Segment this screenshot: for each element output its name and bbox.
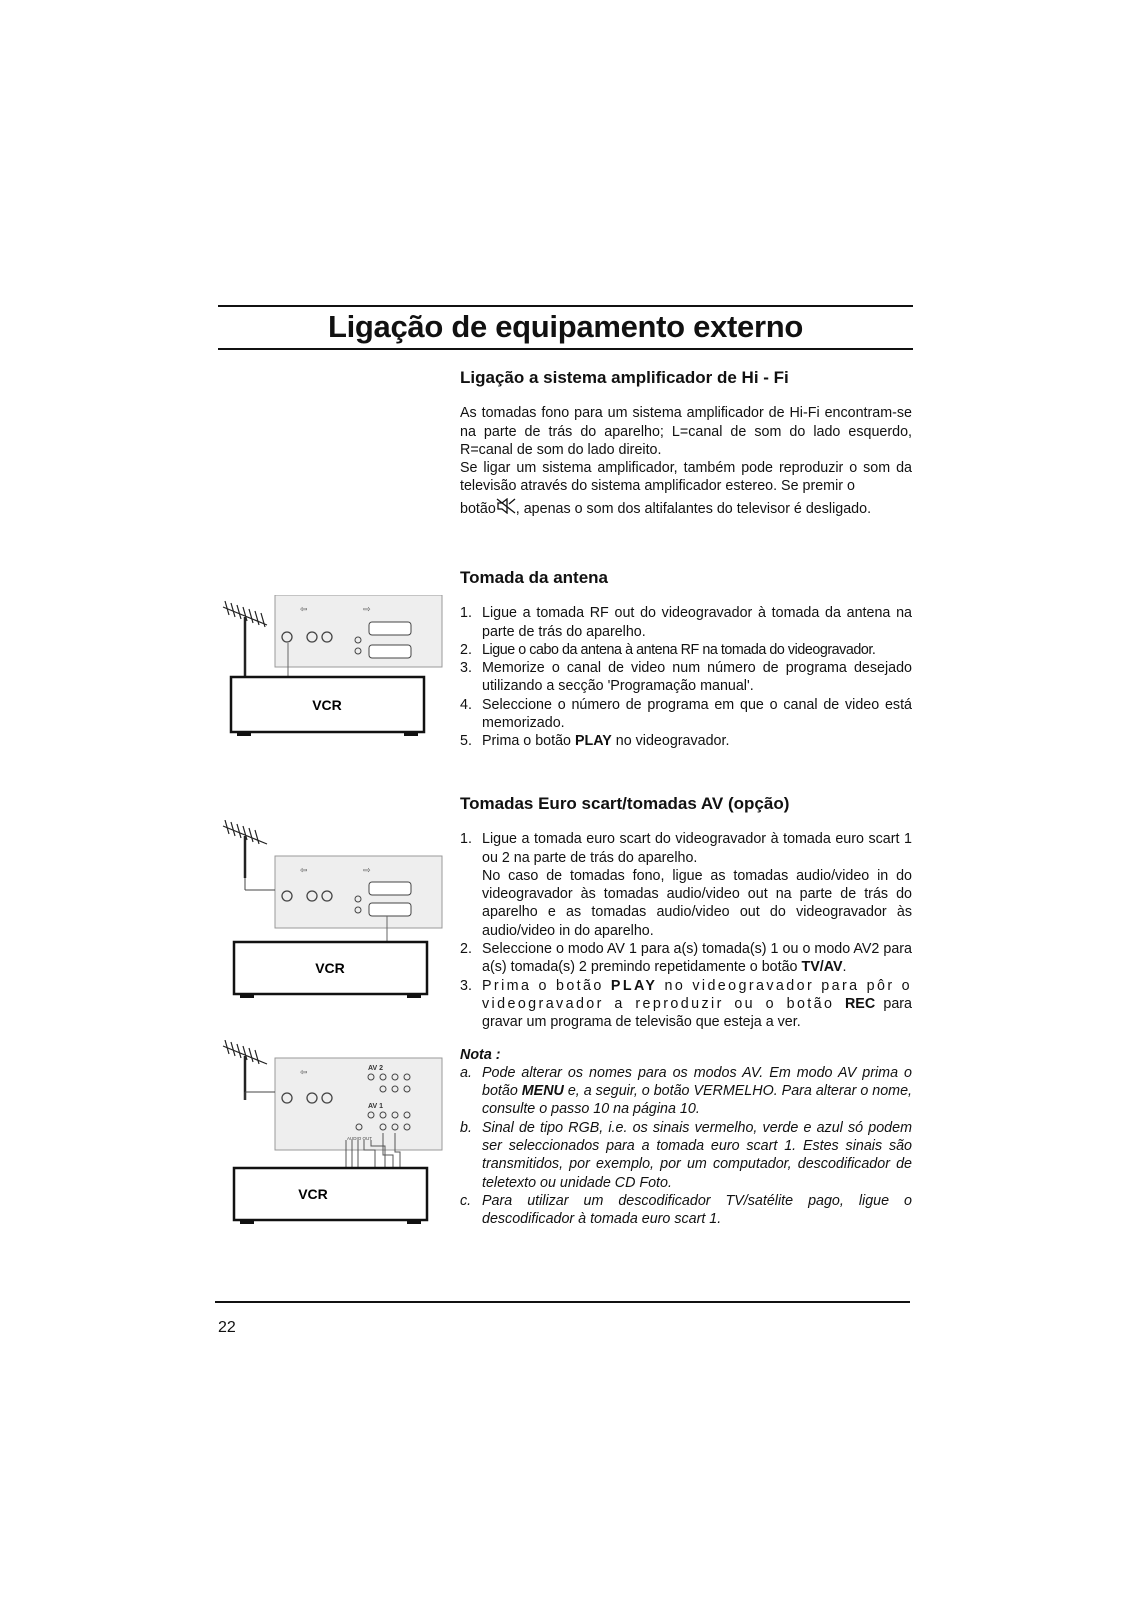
- scart-section: [460, 795, 912, 1229]
- antenna-section: [460, 569, 912, 751]
- vcr-box: [234, 1168, 427, 1220]
- scart-steps: [460, 830, 912, 1031]
- antenna-icon: [223, 820, 267, 878]
- list-item: 1. Ligue a tomada euro scart do videogravador à tomada euro scart 1 ou 2 na parte de trás do aparelho. No caso de tomadas fono, ligue as tomadas audio/video in do videogravador às tomadas audio/video out na parte de trás do aparelho e as tomadas audio/video out do videogravador às audio/video in do aparelho.: [460, 831, 912, 939]
- hifi-heading: Ligação a sistema amplificador de Hi - Fi: [460, 368, 789, 387]
- svg-text:⇨: ⇨: [363, 605, 371, 615]
- av1-label: AV 1: [368, 1103, 384, 1110]
- vcr-label: VCR: [312, 697, 342, 713]
- list-item: 5. Prima o botão PLAY no videogravador.: [460, 733, 730, 750]
- svg-text:⇦: ⇦: [300, 1068, 308, 1078]
- list-item: 1. Ligue a tomada RF out do videogravador à tomada da antena na parte de trás do aparelho.: [460, 605, 912, 640]
- note-items: [460, 1064, 912, 1229]
- scart-diagram: [215, 820, 445, 1000]
- scart-heading: Tomadas Euro scart/tomadas AV (opção): [460, 794, 790, 813]
- page-number: 22: [218, 1319, 236, 1336]
- hifi-para2-end: , apenas o som dos altifalantes do televisor é desligado.: [515, 500, 872, 517]
- page-title: Ligação de equipamento externo: [327, 309, 804, 344]
- vcr-label: VCR: [298, 1186, 328, 1202]
- antenna-icon: [223, 1040, 267, 1100]
- av2-label: AV 2: [368, 1065, 384, 1072]
- list-item: 3. Memorize o canal de video num número de programa desejado utilizando a secção 'Programação manual'.: [460, 660, 912, 695]
- av-diagram: [215, 1040, 445, 1255]
- antenna-diagram: [215, 595, 445, 755]
- hifi-para2-text: Se ligar um sistema amplificador, também pode reproduzir o som da televisão através do sistema amplificador estereo. Se premir o: [460, 460, 912, 495]
- hifi-para2-line: [460, 498, 912, 518]
- list-item: 2. Ligue o cabo da antena à antena RF na tomada do videogravador.: [460, 641, 876, 658]
- list-item: 3. Prima o botão PLAY no videogravador para pôr o videogravador a reproduzir ou o botão REC para gravar um programa de televisão que esteja a ver.: [460, 977, 912, 1031]
- footer-rule: [215, 1301, 910, 1303]
- mute-icon: [496, 498, 516, 514]
- antenna-steps: [460, 604, 912, 750]
- vcr-label: VCR: [315, 960, 345, 976]
- hifi-section: [460, 369, 912, 518]
- list-item: 2. Seleccione o modo AV 1 para a(s) tomada(s) 1 ou o modo AV2 para a(s) tomada(s) 2 premindo repetidamente o botão TV/AV.: [460, 941, 912, 976]
- hifi-para2: [460, 459, 912, 496]
- title-rule-top: [218, 305, 913, 307]
- svg-text:⇦: ⇦: [300, 866, 308, 876]
- list-item: c. Para utilizar um descodificador TV/satélite pago, ligue o descodificador à tomada euro scart 1.: [460, 1192, 912, 1228]
- list-item: a. Pode alterar os nomes para os modos AV. Em modo AV prima o botão MENU e, a seguir, o botão VERMELHO. Para alterar o nome, consulte o passo 10 na página 10.: [460, 1064, 912, 1118]
- list-item: b. Sinal de tipo RGB, i.e. os sinais vermelho, verde e azul só podem ser seleccionados para a tomada euro scart 1. Estes sinais são transmitidos, por exemplo, por um computador, descodificador de teletexto ou unidade CD Foto.: [460, 1119, 912, 1191]
- antenna-heading: Tomada da antena: [460, 568, 608, 587]
- hifi-para1: As tomadas fono para um sistema amplificador de Hi-Fi encontram-se na parte de trás do aparelho; L=canal de som do lado esquerdo, R=canal de som do lado direito.: [460, 405, 912, 458]
- hifi-btn-word: botão: [460, 500, 496, 517]
- antenna-icon: [223, 601, 267, 677]
- note-title: Nota :: [460, 1046, 501, 1063]
- svg-text:⇨: ⇨: [363, 866, 371, 876]
- audio-out-label: AUDIO OUT: [347, 1136, 373, 1141]
- title-rule-bottom: [218, 348, 913, 350]
- list-item: 4. Seleccione o número de programa em que o canal de video está memorizado.: [460, 696, 912, 732]
- svg-text:⇦: ⇦: [300, 605, 308, 615]
